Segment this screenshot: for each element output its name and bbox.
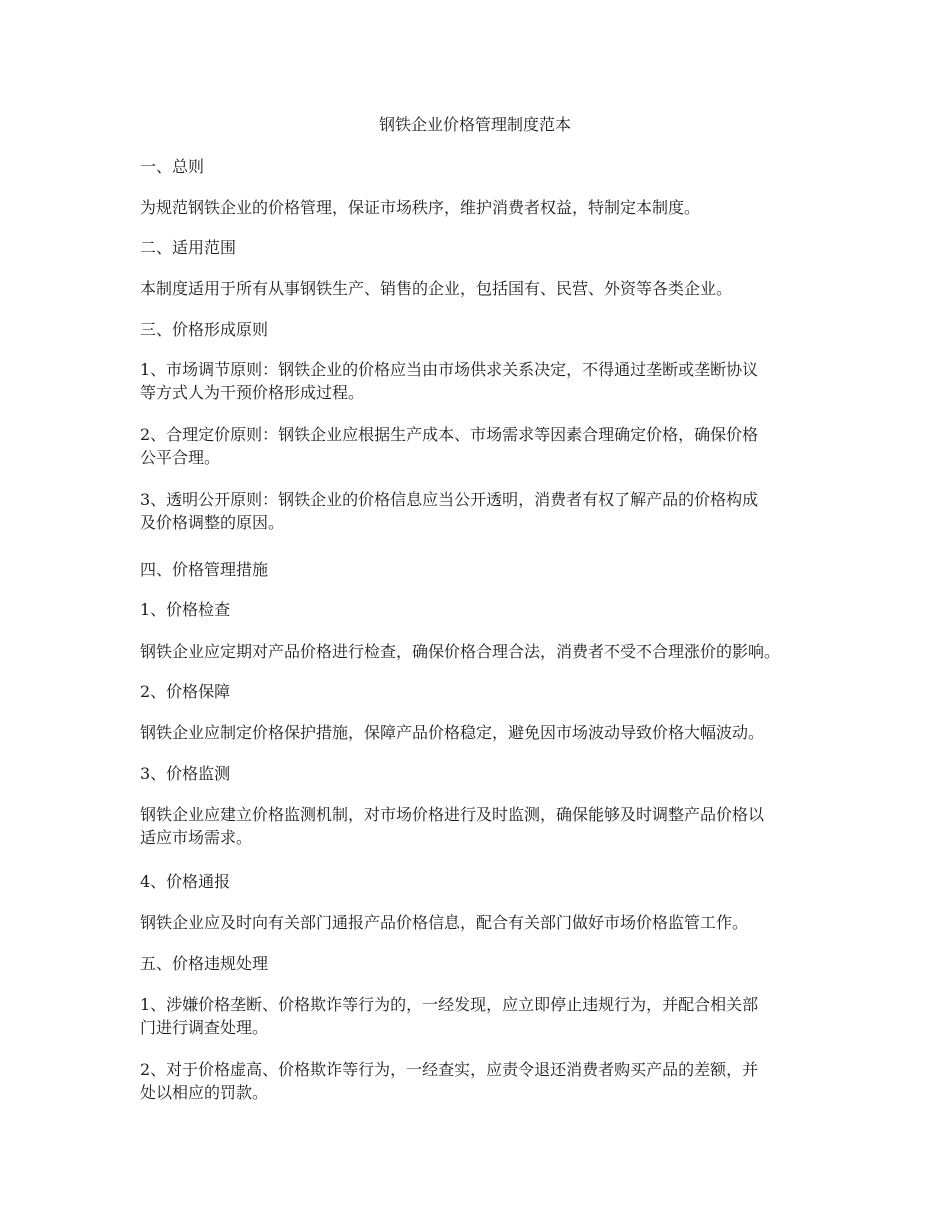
section-heading-violations (140, 952, 820, 975)
text-line: 1、价格检查 (140, 600, 231, 619)
section-heading-management-measures (140, 558, 820, 581)
section-heading-pricing-principles (140, 318, 820, 341)
paragraph-price-guarantee (140, 721, 820, 744)
text-line: 五、价格违规处理 (140, 954, 269, 973)
text-line: 及价格调整的原因。 (140, 513, 285, 532)
paragraph-violation-monopoly (140, 993, 820, 1039)
section-heading-scope (140, 236, 820, 259)
text-line: 钢铁企业应建立价格监测机制，对市场价格进行及时监测，确保能够及时调整产品价格以 (140, 805, 765, 824)
text-line: 处以相应的罚款。 (140, 1083, 269, 1102)
paragraph-market-regulation (140, 358, 820, 404)
paragraph-price-reporting (140, 911, 820, 934)
text-line: 3、价格监测 (140, 764, 231, 783)
text-line: 1、市场调节原则：钢铁企业的价格应当由市场供求关系决定，不得通过垄断或垄断协议 (140, 360, 759, 379)
text-line: 门进行调查处理。 (140, 1018, 269, 1037)
text-line: 四、价格管理措施 (140, 560, 269, 579)
text-line: 一、总则 (140, 157, 205, 176)
text-line: 二、适用范围 (140, 238, 237, 257)
text-line: 2、对于价格虚高、价格欺诈等行为，一经查实，应责令退还消费者购买产品的差额，并 (140, 1060, 759, 1079)
text-line: 2、合理定价原则：钢铁企业应根据生产成本、市场需求等因素合理确定价格，确保价格 (140, 425, 759, 444)
text-line: 钢铁企业应制定价格保护措施，保障产品价格稳定，避免因市场波动导致价格大幅波动。 (140, 723, 765, 742)
paragraph-general-purpose (140, 196, 820, 219)
text-line: 适应市场需求。 (140, 828, 253, 847)
text-line: 3、透明公开原则：钢铁企业的价格信息应当公开透明，消费者有权了解产品的价格构成 (140, 490, 759, 509)
subheading-price-check (140, 598, 820, 621)
text-line: 本制度适用于所有从事钢铁生产、销售的企业，包括国有、民营、外资等各类企业。 (140, 279, 733, 298)
section-heading-general (140, 155, 820, 178)
text-line: 4、价格通报 (140, 872, 231, 891)
text-line: 为规范钢铁企业的价格管理，保证市场秩序，维护消费者权益，特制定本制度。 (140, 198, 701, 217)
paragraph-transparency (140, 488, 820, 534)
text-line: 三、价格形成原则 (140, 320, 269, 339)
subheading-price-reporting (140, 870, 820, 893)
subheading-price-monitoring (140, 762, 820, 785)
text-line: 公平合理。 (140, 448, 221, 467)
text-line: 等方式人为干预价格形成过程。 (140, 383, 365, 402)
paragraph-price-check (140, 640, 820, 663)
paragraph-price-monitoring (140, 803, 820, 849)
text-line: 钢铁企业应定期对产品价格进行检查，确保价格合理合法，消费者不受不合理涨价的影响。 (140, 642, 781, 661)
paragraph-violation-fraud (140, 1058, 820, 1104)
text-line: 2、价格保障 (140, 682, 231, 701)
document-title: 钢铁企业价格管理制度范本 (378, 115, 571, 134)
text-line: 钢铁企业应及时向有关部门通报产品价格信息，配合有关部门做好市场价格监管工作。 (140, 913, 749, 932)
subheading-price-guarantee (140, 680, 820, 703)
paragraph-scope (140, 277, 820, 300)
paragraph-reasonable-pricing (140, 423, 820, 469)
text-line: 1、涉嫌价格垄断、价格欺诈等行为的，一经发现，应立即停止违规行为，并配合相关部 (140, 995, 759, 1014)
